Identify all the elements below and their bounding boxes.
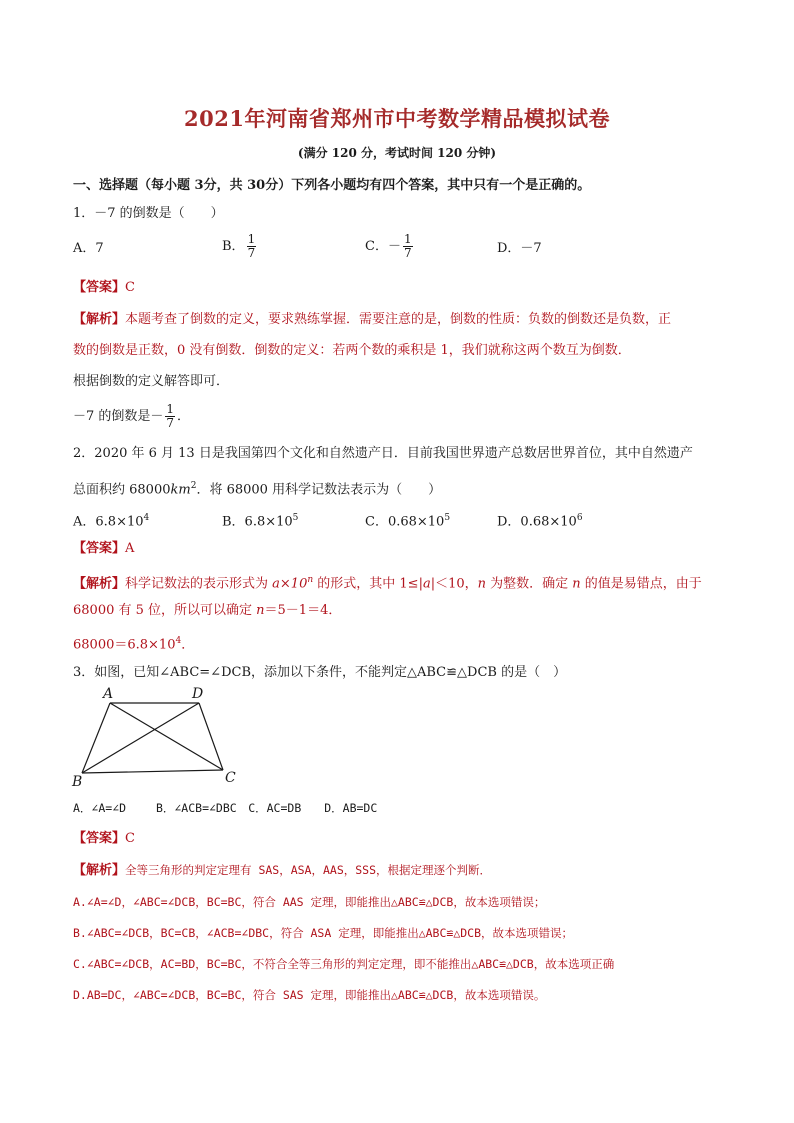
fraction: $\frac{1}{7}$	[403, 232, 412, 260]
vertex-label-d: D	[192, 686, 204, 702]
q2-answer: 【答案】A	[73, 541, 135, 556]
vertex-label-a: A	[103, 686, 114, 702]
q2-analysis-line: 68000 有 5 位，所以可以确定 n＝5－1＝4．	[73, 603, 342, 618]
q3-analysis-line: 【解析】全等三角形的判定定理有 SAS，ASA，AAS，SSS，根据定理逐个判断．	[73, 863, 492, 878]
q2-option-d: D．$0.68\times 10^6$	[497, 513, 583, 530]
q3-options: A．∠A=∠D B．∠ACB=∠DBC C．AC=DB D．AB=DC	[73, 801, 378, 815]
q1-option-c: C．－ $\frac{1}{7}$	[365, 232, 412, 260]
q1-analysis-line: 数的倒数是正数，0 没有倒数．倒数的定义：若两个数的乘积是 1，我们就称这两个数互为倒数．	[73, 343, 631, 358]
q2-option-b: B．$6.8\times 10^5$	[222, 513, 299, 530]
segment-ab	[82, 703, 110, 773]
q1-answer: 【答案】C	[73, 280, 135, 295]
fraction: $\frac{1}{7}$	[166, 402, 175, 430]
q1-option-a: A．7	[73, 241, 104, 256]
page-subtitle: (满分 120 分，考试时间 120 分钟)	[297, 146, 497, 160]
fraction: $\frac{1}{7}$	[247, 232, 256, 260]
vertex-label-c: C	[225, 770, 236, 786]
q2-option-a: A．$6.8\times 10^4$	[73, 513, 150, 530]
page-title: 2021年河南省郑州市中考数学精品模拟试卷	[184, 106, 610, 131]
q2-stem-line: 2．2020 年 6 月 13 日是我国第四个文化和自然遗产日．目前我国世界遗产总数居世界首位，其中自然遗产	[73, 446, 693, 461]
q3-analysis-option-a: A.∠A=∠D，∠ABC=∠DCB，BC=BC，符合 AAS 定理，即能推出△ABC≌△DCB，故本选项错误；	[73, 895, 546, 909]
q2-analysis-line: 【解析】科学记数法的表示形式为 $a\times 10^n$ 的形式，其中 1≤|a|＜10，n 为整数．确定 n 的值是易错点，由于	[73, 575, 702, 592]
q2-option-c: C．$0.68\times 10^5$	[365, 513, 451, 530]
q1-analysis-line: 【解析】本题考查了倒数的定义，要求熟练掌握．需要注意的是，倒数的性质：负数的倒数还是负数，正	[73, 312, 672, 327]
q3-analysis-option-d: D.AB=DC，∠ABC=∠DCB，BC=BC，符合 SAS 定理，即能推出△ABC≌△DCB，故本选项错误。	[73, 988, 546, 1002]
q1-option-b: B． $\frac{1}{7}$	[222, 232, 256, 260]
q1-option-d: D．－7	[497, 241, 542, 256]
q2-analysis-line: $68000=6.8\times 10^4$．	[73, 636, 195, 653]
q3-answer: 【答案】C	[73, 831, 135, 846]
q3-analysis-option-c: C.∠ABC=∠DCB，AC=BD，BC=BC，不符合全等三角形的判定定理，即不能推出△ABC≌△DCB，故本选项正确	[73, 957, 615, 971]
q3-stem: 3．如图，已知∠ABC=∠DCB，添加以下条件，不能判定△ABC≌△DCB 的是（ ）	[73, 665, 567, 680]
segment-db	[82, 703, 199, 773]
q1-analysis-line: 根据倒数的定义解答即可．	[73, 374, 230, 389]
segment-bc	[82, 770, 223, 773]
q1-stem: 1．－7 的倒数是（ ）	[73, 206, 224, 221]
vertex-label-b: B	[72, 774, 83, 788]
segment-ac	[110, 703, 223, 770]
q3-analysis-option-b: B.∠ABC=∠DCB，BC=CB，∠ACB=∠DBC，符合 ASA 定理，即能推出△ABC≌△DCB，故本选项错误；	[73, 926, 574, 940]
trapezoid-figure	[68, 682, 248, 788]
q2-stem-line: 总面积约 $68000km^2$．将 68000 用科学记数法表示为（ ）	[73, 481, 442, 498]
q1-analysis-line: －7 的倒数是－ $\frac{1}{7}$ ．	[73, 402, 191, 430]
segment-dc	[199, 703, 223, 770]
section-heading: 一、选择题（每小题 3分，共 30分）下列各小题均有四个答案，其中只有一个是正确的。	[73, 178, 591, 193]
